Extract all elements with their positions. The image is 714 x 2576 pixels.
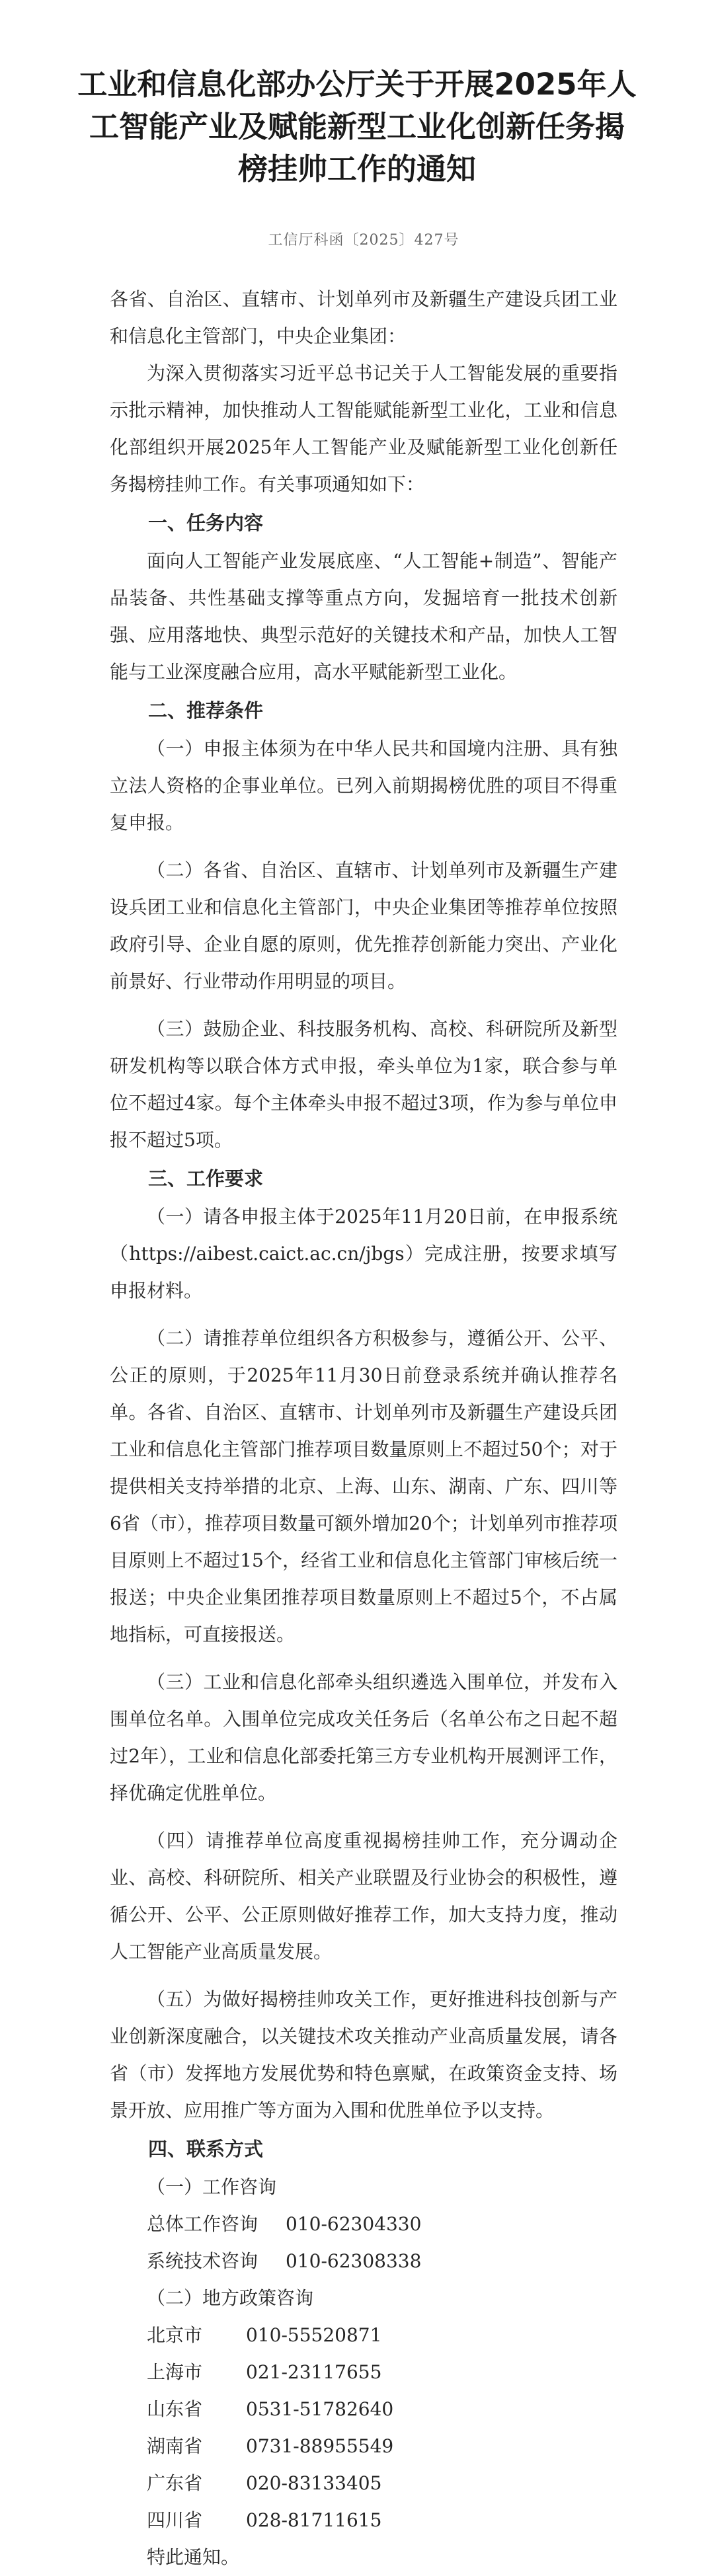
section-4-heading: 四、联系方式 [148,2138,264,2160]
document-title: 工业和信息化部办公厅关于开展2025年人工智能产业及赋能新型工业化创新任务揭榜挂帅工作的通知 [77,67,637,186]
section-3-paragraph-1: （一）请各申报主体于2025年11月20日前，在申报系统（https://aibest.caict.ac.cn/jbgs）完成注册，按要求填写申报材料。 [110,1206,617,1302]
contact-row [110,2391,617,2428]
section-3-paragraph-4: （四）请推荐单位高度重视揭榜挂帅工作，充分调动企业、高校、科研院所、相关产业联盟及行业协会的积极性，遵循公开、公平、公正原则做好推荐工作，加大支持力度，推动人工智能产业高质量发展。 [110,1830,617,1963]
contact-phone: 021-23117655 [246,2361,382,2383]
contact-label: 广东省 [147,2472,203,2494]
contact-row [110,2465,617,2502]
contact-phone: 0731-88955549 [246,2435,394,2457]
work-consult-subheading: （一）工作咨询 [147,2176,277,2198]
contact-row [110,2354,617,2391]
contact-label: 系统技术咨询 [147,2250,258,2272]
document-body [110,281,617,2576]
contact-label: 湖南省 [147,2435,203,2457]
section-2-paragraph-3: （三）鼓励企业、科技服务机构、高校、科研院所及新型研发机构等以联合体方式申报，牵头单位为1家，联合参与单位不超过4家。每个主体牵头申报不超过3项，作为参与单位申报不超过5项。 [110,1018,617,1151]
section-3-heading: 三、工作要求 [148,1167,264,1190]
intro-paragraph: 为深入贯彻落实习近平总书记关于人工智能发展的重要指示批示精神，加快推动人工智能赋能新型工业化，工业和信息化部组织开展2025年人工智能产业及赋能新型工业化创新任务揭榜挂帅工作。有关事项通知如下： [110,362,617,495]
contact-phone: 020-83133405 [246,2472,382,2494]
contact-row [110,2428,617,2465]
contact-phone: 010-62308338 [286,2250,422,2272]
document-number: 工信厅科函〔2025〕427号 [268,232,459,249]
section-1-paragraph: 面向人工智能产业发展底座、“人工智能+制造”、智能产品装备、共性基础支撑等重点方向，发掘培育一批技术创新强、应用落地快、典型示范好的关键技术和产品，加快人工智能与工业深度融合应用，高水平赋能新型工业化。 [110,550,617,683]
salutation: 各省、自治区、直辖市、计划单列市及新疆生产建设兵团工业和信息化主管部门，中央企业集团： [110,288,617,347]
contact-phone: 010-62304330 [286,2213,422,2235]
contact-phone: 0531-51782640 [246,2398,394,2420]
contact-row [110,2243,617,2280]
contact-label: 上海市 [147,2361,203,2383]
contact-phone: 010-55520871 [246,2324,382,2346]
section-3-paragraph-5: （五）为做好揭榜挂帅攻关工作，更好推进科技创新与产业创新深度融合，以关键技术攻关推动产业高质量发展，请各省（市）发挥地方发展优势和特色禀赋，在政策资金支持、场景开放、应用推广等方面为入围和优胜单位予以支持。 [110,1988,617,2121]
section-2-paragraph-1: （一）申报主体须为在中华人民共和国境内注册、具有独立法人资格的企事业单位。已列入前期揭榜优胜的项目不得重复申报。 [110,738,617,834]
closing-text: 特此通知。 [147,2546,240,2568]
section-2-heading: 二、推荐条件 [148,699,264,722]
contact-row [110,2206,617,2243]
contact-label: 山东省 [147,2398,203,2420]
section-3-paragraph-2: （二）请推荐单位组织各方积极参与，遵循公开、公平、公正的原则，于2025年11月30日前登录系统并确认推荐名单。各省、自治区、直辖市、计划单列市及新疆生产建设兵团工业和信息化主管部门推荐项目数量原则上不超过50个；对于提供相关支持举措的北京、上海、山东、湖南、广东、四川等6省（市），推荐项目数量可额外增加20个；计划单列市推荐项目原则上不超过15个，经省工业和信息化主管部门审核后统一报送；中央企业集团推荐项目数量原则上不超过5个，不占属地指标，可直接报送。 [110,1327,617,1645]
local-policy-subheading: （二）地方政策咨询 [147,2287,314,2309]
contact-row [110,2317,617,2354]
contact-label: 总体工作咨询 [147,2213,258,2235]
section-1-heading: 一、任务内容 [148,512,264,534]
contact-row [110,2502,617,2539]
contact-label: 四川省 [147,2509,203,2531]
section-2-paragraph-2: （二）各省、自治区、直辖市、计划单列市及新疆生产建设兵团工业和信息化主管部门，中央企业集团等推荐单位按照政府引导、企业自愿的原则，优先推荐创新能力突出、产业化前景好、行业带动作用明显的项目。 [110,859,617,992]
contact-label: 北京市 [147,2324,203,2346]
contact-phone: 028-81711615 [246,2509,382,2531]
section-3-paragraph-3: （三）工业和信息化部牵头组织遴选入围单位，并发布入围单位名单。入围单位完成攻关任务后（名单公布之日起不超过2年），工业和信息化部委托第三方专业机构开展测评工作，择优确定优胜单位。 [110,1671,617,1804]
